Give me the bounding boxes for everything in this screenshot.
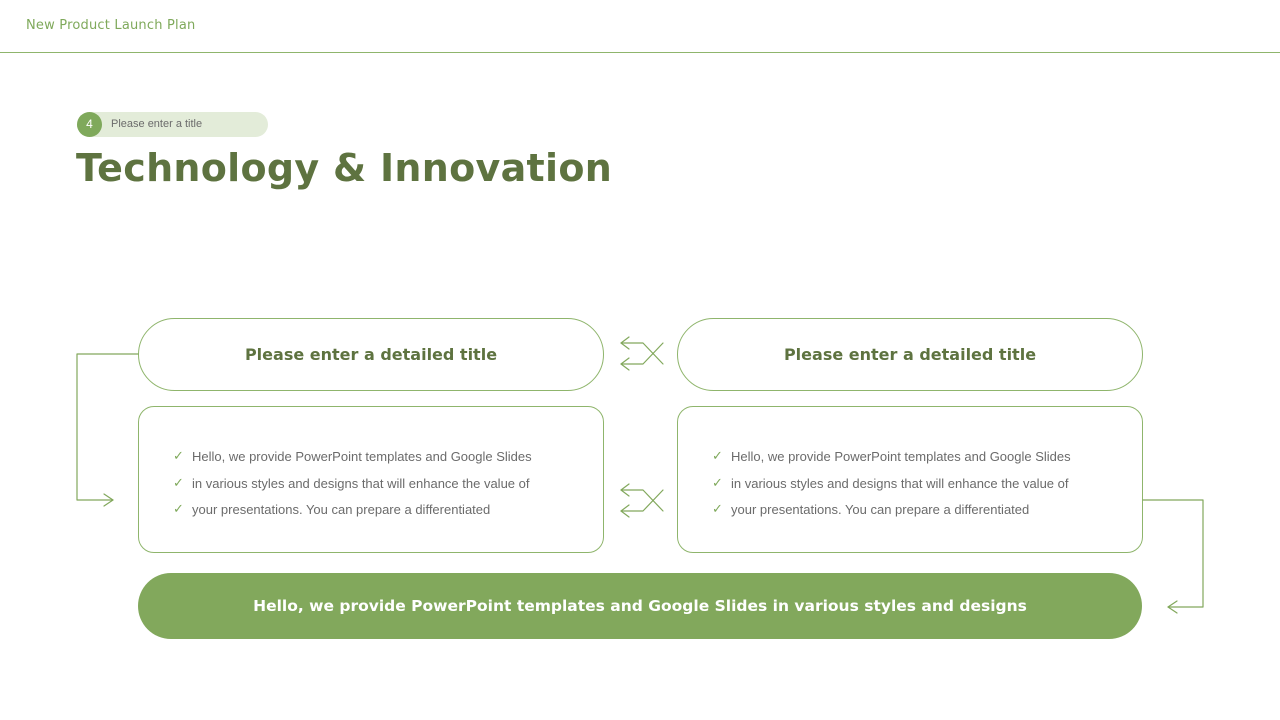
- right-title-text: Please enter a detailed title: [783, 345, 1037, 364]
- header-title: New Product Launch Plan: [26, 18, 196, 33]
- left-title-text: Please enter a detailed title: [244, 345, 498, 364]
- checkmark-icon: ✓: [712, 502, 723, 517]
- section-label: Please enter a title: [111, 118, 203, 130]
- bullet-text: your presentations. You can prepare a differentiated: [192, 502, 491, 517]
- banner-text: Hello, we provide PowerPoint templates and Google Slides in various styles and designs: [253, 597, 1027, 615]
- page-title: Technology & Innovation: [76, 146, 613, 190]
- checkmark-icon: ✓: [712, 475, 723, 491]
- bullet-text: Hello, we provide PowerPoint templates and Google Slides: [731, 449, 1071, 464]
- left-connector-arrow-icon: [77, 354, 138, 506]
- bullet-text: your presentations. You can prepare a differentiated: [731, 502, 1030, 517]
- section-number: 4: [77, 112, 102, 137]
- bullet-text: Hello, we provide PowerPoint templates and Google Slides: [192, 449, 532, 464]
- checkmark-icon: ✓: [712, 449, 723, 464]
- bullet-text: in various styles and designs that will enhance the value of: [731, 475, 1069, 491]
- exchange-arrows-icon-bottom: [621, 484, 663, 517]
- checkmark-icon: ✓: [173, 449, 184, 464]
- bullet-text: in various styles and designs that will enhance the value of: [192, 475, 530, 491]
- right-connector-arrow-icon: [1143, 500, 1203, 613]
- exchange-arrows-icon-top: [621, 337, 663, 370]
- checkmark-icon: ✓: [173, 475, 184, 491]
- checkmark-icon: ✓: [173, 502, 184, 517]
